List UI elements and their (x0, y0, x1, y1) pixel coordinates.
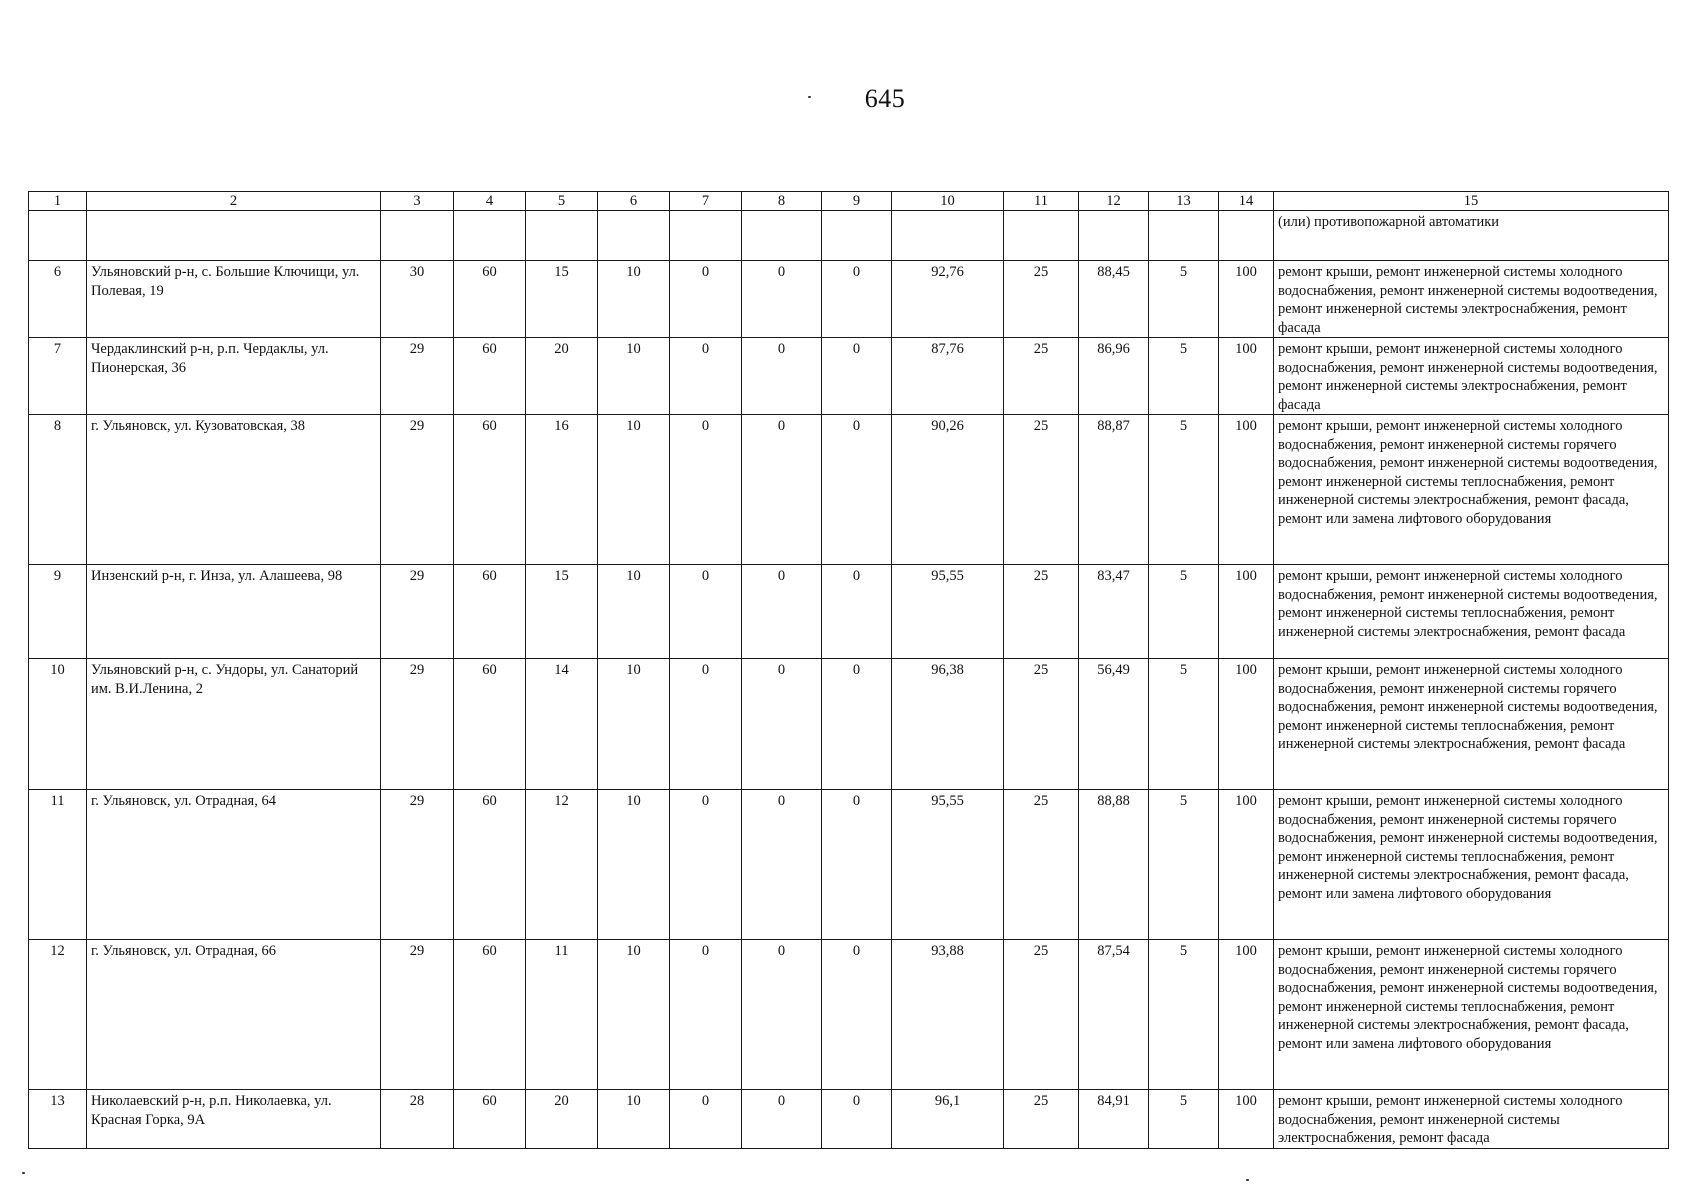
row-number: 13 (29, 1090, 87, 1149)
table-cell (1219, 211, 1274, 261)
column-number: 10 (892, 192, 1004, 211)
column-number: 5 (526, 192, 598, 211)
value-cell: 93,88 (892, 940, 1004, 1090)
value-cell: 10 (598, 1090, 670, 1149)
table-row (29, 338, 1669, 415)
table-cell (892, 211, 1004, 261)
continuation-row (29, 211, 1669, 261)
address: г. Ульяновск, ул. Отрадная, 66 (87, 940, 381, 1090)
works-list: ремонт крыши, ремонт инженерной системы холодного водоснабжения, ремонт инженерной системы горячего водоснабжения, ремонт инженерной системы водоотведения, ремонт инженерной системы теплоснабжения, ремонт инженерной системы электроснабжения, ремонт фасада, ремонт или замена лифтового оборудования (1274, 415, 1669, 565)
address: Ульяновский р-н, с. Большие Ключищи, ул. Полевая, 19 (87, 261, 381, 338)
value-cell: 10 (598, 415, 670, 565)
row-number: 6 (29, 261, 87, 338)
value-cell: 84,91 (1079, 1090, 1149, 1149)
address: Чердаклинский р-н, р.п. Чердаклы, ул. Пионерская, 36 (87, 338, 381, 415)
address: г. Ульяновск, ул. Отрадная, 64 (87, 790, 381, 940)
value-cell: 15 (526, 261, 598, 338)
column-number: 7 (670, 192, 742, 211)
column-number: 12 (1079, 192, 1149, 211)
works-continuation: (или) противопожарной автоматики (1274, 211, 1669, 261)
table-row (29, 1090, 1669, 1149)
value-cell: 100 (1219, 261, 1274, 338)
address: Инзенский р-н, г. Инза, ул. Алашеева, 98 (87, 565, 381, 659)
value-cell: 0 (670, 1090, 742, 1149)
table-cell (670, 211, 742, 261)
value-cell: 88,88 (1079, 790, 1149, 940)
column-number: 15 (1274, 192, 1669, 211)
works-list: ремонт крыши, ремонт инженерной системы холодного водоснабжения, ремонт инженерной системы электроснабжения, ремонт фасада (1274, 1090, 1669, 1149)
value-cell: 60 (454, 261, 526, 338)
value-cell: 10 (598, 790, 670, 940)
value-cell: 0 (822, 940, 892, 1090)
row-number: 8 (29, 415, 87, 565)
column-number: 3 (381, 192, 454, 211)
value-cell: 86,96 (1079, 338, 1149, 415)
value-cell: 15 (526, 565, 598, 659)
value-cell: 10 (598, 261, 670, 338)
value-cell: 87,76 (892, 338, 1004, 415)
value-cell: 100 (1219, 415, 1274, 565)
value-cell: 0 (670, 565, 742, 659)
value-cell: 60 (454, 338, 526, 415)
table-cell (1004, 211, 1079, 261)
address: Николаевский р-н, р.п. Николаевка, ул. Красная Горка, 9А (87, 1090, 381, 1149)
value-cell: 10 (598, 659, 670, 790)
value-cell: 0 (742, 338, 822, 415)
value-cell: 60 (454, 565, 526, 659)
column-number: 14 (1219, 192, 1274, 211)
address: Ульяновский р-н, с. Ундоры, ул. Санаторий им. В.И.Ленина, 2 (87, 659, 381, 790)
value-cell: 87,54 (1079, 940, 1149, 1090)
value-cell: 0 (742, 659, 822, 790)
value-cell: 0 (742, 565, 822, 659)
value-cell: 0 (822, 659, 892, 790)
column-number: 9 (822, 192, 892, 211)
value-cell: 60 (454, 940, 526, 1090)
value-cell: 5 (1149, 1090, 1219, 1149)
value-cell: 96,38 (892, 659, 1004, 790)
value-cell: 100 (1219, 565, 1274, 659)
value-cell: 29 (381, 565, 454, 659)
value-cell: 25 (1004, 940, 1079, 1090)
value-cell: 5 (1149, 940, 1219, 1090)
value-cell: 5 (1149, 565, 1219, 659)
value-cell: 60 (454, 415, 526, 565)
value-cell: 28 (381, 1090, 454, 1149)
row-number: 11 (29, 790, 87, 940)
column-number: 6 (598, 192, 670, 211)
value-cell: 100 (1219, 790, 1274, 940)
table-row (29, 790, 1669, 940)
value-cell: 0 (670, 790, 742, 940)
works-list: ремонт крыши, ремонт инженерной системы холодного водоснабжения, ремонт инженерной системы водоотведения, ремонт инженерной системы электроснабжения, ремонт фасада (1274, 338, 1669, 415)
value-cell: 0 (822, 565, 892, 659)
row-number: 10 (29, 659, 87, 790)
value-cell: 5 (1149, 261, 1219, 338)
value-cell: 29 (381, 338, 454, 415)
works-list: ремонт крыши, ремонт инженерной системы холодного водоснабжения, ремонт инженерной системы водоотведения, ремонт инженерной системы электроснабжения, ремонт фасада (1274, 261, 1669, 338)
table-cell (526, 211, 598, 261)
table-cell (454, 211, 526, 261)
value-cell: 20 (526, 338, 598, 415)
value-cell: 25 (1004, 1090, 1079, 1149)
table-row (29, 261, 1669, 338)
table-cell (87, 211, 381, 261)
column-number: 1 (29, 192, 87, 211)
value-cell: 0 (670, 261, 742, 338)
table-cell (598, 211, 670, 261)
address: г. Ульяновск, ул. Кузоватовская, 38 (87, 415, 381, 565)
works-list: ремонт крыши, ремонт инженерной системы холодного водоснабжения, ремонт инженерной системы горячего водоснабжения, ремонт инженерной системы водоотведения, ремонт инженерной системы теплоснабжения, ремонт инженерной системы электроснабжения, ремонт фасада, ремонт или замена лифтового оборудования (1274, 940, 1669, 1090)
value-cell: 60 (454, 790, 526, 940)
value-cell: 25 (1004, 261, 1079, 338)
row-number: 9 (29, 565, 87, 659)
value-cell: 10 (598, 565, 670, 659)
value-cell: 10 (598, 338, 670, 415)
row-number: 7 (29, 338, 87, 415)
value-cell: 90,26 (892, 415, 1004, 565)
value-cell: 95,55 (892, 790, 1004, 940)
value-cell: 29 (381, 940, 454, 1090)
value-cell: 5 (1149, 659, 1219, 790)
value-cell: 5 (1149, 338, 1219, 415)
value-cell: 30 (381, 261, 454, 338)
value-cell: 29 (381, 790, 454, 940)
value-cell: 100 (1219, 338, 1274, 415)
value-cell: 56,49 (1079, 659, 1149, 790)
value-cell: 0 (742, 940, 822, 1090)
value-cell: 100 (1219, 940, 1274, 1090)
value-cell: 0 (670, 338, 742, 415)
value-cell: 10 (598, 940, 670, 1090)
value-cell: 0 (822, 790, 892, 940)
value-cell: 88,45 (1079, 261, 1149, 338)
table-cell (742, 211, 822, 261)
scan-speck (808, 96, 811, 98)
works-list: ремонт крыши, ремонт инженерной системы холодного водоснабжения, ремонт инженерной системы горячего водоснабжения, ремонт инженерной системы водоотведения, ремонт инженерной системы теплоснабжения, ремонт инженерной системы электроснабжения, ремонт фасада (1274, 659, 1669, 790)
scan-speck (1246, 1179, 1249, 1181)
table-row (29, 940, 1669, 1090)
column-number: 11 (1004, 192, 1079, 211)
scan-speck (22, 1172, 25, 1174)
column-number: 2 (87, 192, 381, 211)
value-cell: 0 (670, 659, 742, 790)
works-list: ремонт крыши, ремонт инженерной системы холодного водоснабжения, ремонт инженерной системы горячего водоснабжения, ремонт инженерной системы водоотведения, ремонт инженерной системы теплоснабжения, ремонт инженерной системы электроснабжения, ремонт фасада, ремонт или замена лифтового оборудования (1274, 790, 1669, 940)
value-cell: 0 (670, 940, 742, 1090)
column-number: 4 (454, 192, 526, 211)
value-cell: 0 (742, 415, 822, 565)
value-cell: 100 (1219, 1090, 1274, 1149)
table-row (29, 565, 1669, 659)
value-cell: 5 (1149, 790, 1219, 940)
column-number: 8 (742, 192, 822, 211)
table-cell (1149, 211, 1219, 261)
value-cell: 0 (742, 1090, 822, 1149)
value-cell: 0 (670, 415, 742, 565)
table-cell (1079, 211, 1149, 261)
value-cell: 25 (1004, 338, 1079, 415)
value-cell: 25 (1004, 790, 1079, 940)
value-cell: 0 (822, 338, 892, 415)
table-row (29, 415, 1669, 565)
value-cell: 11 (526, 940, 598, 1090)
value-cell: 83,47 (1079, 565, 1149, 659)
value-cell: 25 (1004, 415, 1079, 565)
value-cell: 0 (822, 415, 892, 565)
value-cell: 20 (526, 1090, 598, 1149)
row-number: 12 (29, 940, 87, 1090)
page-number: 645 (864, 84, 906, 113)
table-row (29, 659, 1669, 790)
value-cell: 100 (1219, 659, 1274, 790)
value-cell: 14 (526, 659, 598, 790)
value-cell: 0 (742, 261, 822, 338)
value-cell: 92,76 (892, 261, 1004, 338)
value-cell: 96,1 (892, 1090, 1004, 1149)
works-list: ремонт крыши, ремонт инженерной системы холодного водоснабжения, ремонт инженерной системы водоотведения, ремонт инженерной системы теплоснабжения, ремонт инженерной системы электроснабжения, ремонт фасада (1274, 565, 1669, 659)
table-cell (381, 211, 454, 261)
value-cell: 60 (454, 659, 526, 790)
value-cell: 29 (381, 415, 454, 565)
value-cell: 88,87 (1079, 415, 1149, 565)
value-cell: 5 (1149, 415, 1219, 565)
value-cell: 60 (454, 1090, 526, 1149)
value-cell: 12 (526, 790, 598, 940)
value-cell: 25 (1004, 659, 1079, 790)
value-cell: 95,55 (892, 565, 1004, 659)
value-cell: 0 (822, 261, 892, 338)
column-number: 13 (1149, 192, 1219, 211)
repair-program-table (28, 191, 1669, 1149)
value-cell: 29 (381, 659, 454, 790)
table-cell (29, 211, 87, 261)
value-cell: 0 (742, 790, 822, 940)
column-number-row (29, 192, 1669, 211)
value-cell: 25 (1004, 565, 1079, 659)
table-cell (822, 211, 892, 261)
value-cell: 0 (822, 1090, 892, 1149)
value-cell: 16 (526, 415, 598, 565)
